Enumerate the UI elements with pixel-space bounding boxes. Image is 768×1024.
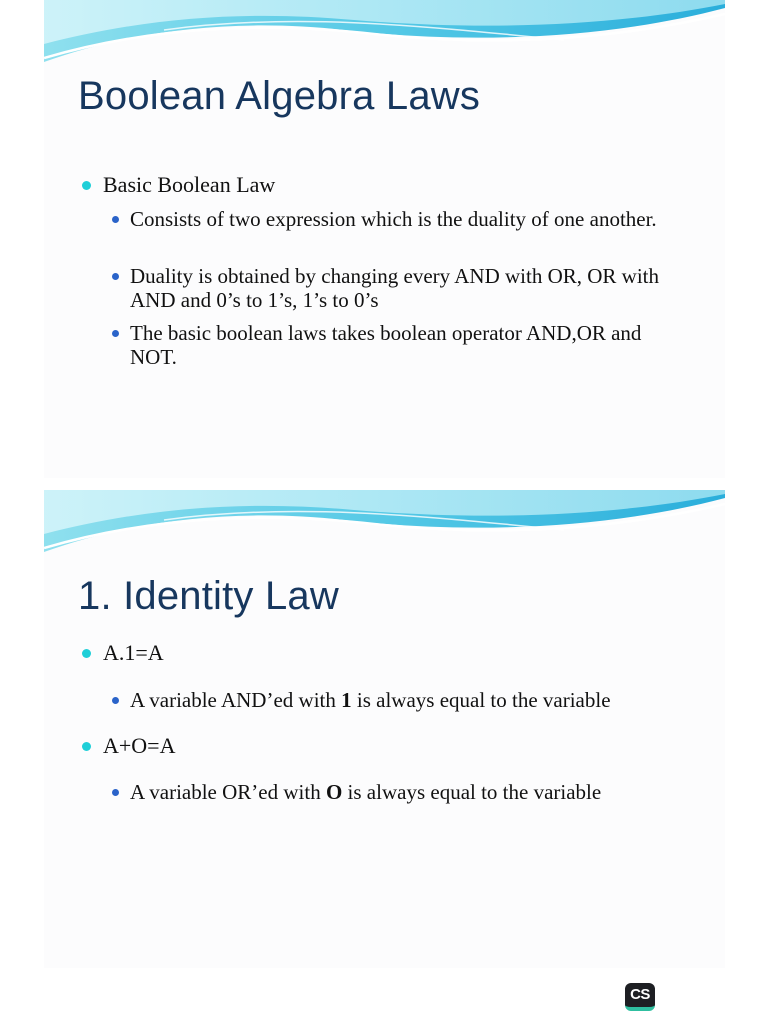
bullet-icon xyxy=(112,216,119,223)
subbullet-identity-or-explanation: A variable OR’ed with O is always equal to the variable xyxy=(112,780,684,804)
bullet-icon xyxy=(112,789,119,796)
subbullet-identity-and-explanation: A variable AND’ed with 1 is always equal to the variable xyxy=(112,688,684,712)
bullet-identity-or: A+O=A xyxy=(82,733,175,759)
slide-boolean-algebra-laws xyxy=(44,0,725,478)
bullet-icon xyxy=(112,273,119,280)
subbullet-duality-rule: Duality is obtained by changing every AND with OR, OR with AND and 0’s to 1’s, 1’s to 0’s xyxy=(112,264,684,312)
slide-title: Boolean Algebra Laws xyxy=(78,74,481,118)
wave-banner-graphic xyxy=(44,0,725,70)
subbullet-duality-definition: Consists of two expression which is the duality of one another. xyxy=(112,207,684,231)
camscanner-logo: CS xyxy=(625,983,655,1011)
bullet-icon xyxy=(112,697,119,704)
subbullet-operators: The basic boolean laws takes boolean operator AND,OR and NOT. xyxy=(112,321,684,369)
bullet-icon xyxy=(82,649,91,658)
bullet-basic-boolean-law: Basic Boolean Law xyxy=(82,172,275,198)
slide-title: 1. Identity Law xyxy=(78,574,339,618)
bullet-icon xyxy=(82,181,91,190)
slide-identity-law xyxy=(44,490,725,968)
bullet-icon xyxy=(82,742,91,751)
wave-banner-graphic xyxy=(44,490,725,560)
bullet-identity-and: A.1=A xyxy=(82,640,164,666)
bullet-icon xyxy=(112,330,119,337)
